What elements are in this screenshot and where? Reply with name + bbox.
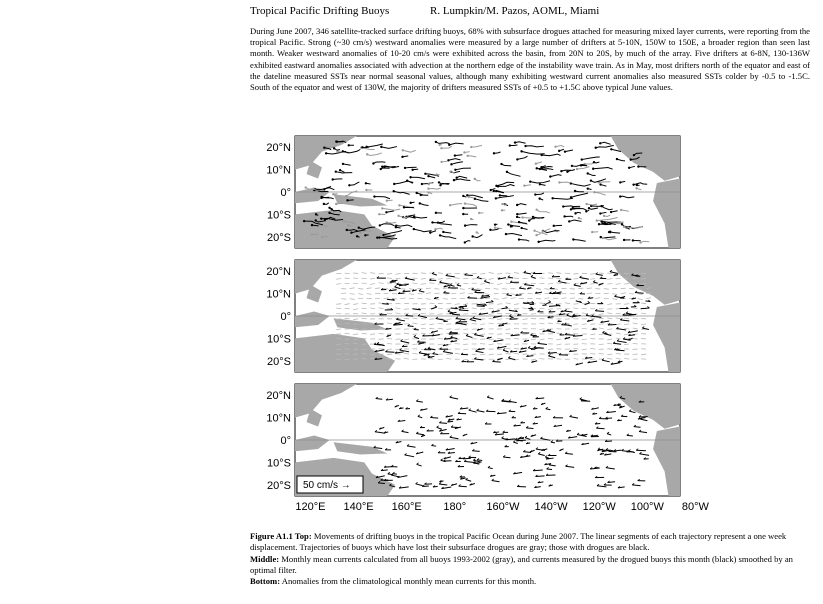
lat-label: 20°N [266,390,291,403]
lon-label: 80°W [681,501,709,513]
lon-label: 140°E [343,501,374,513]
lat-label: 20°N [266,266,291,279]
caption-middle-label: Middle: [250,553,280,564]
lon-label: 180° [443,501,467,513]
lon-label: 120°W [582,501,616,513]
lat-label: 0° [280,435,291,447]
caption-top-label: Figure A1.1 Top: [250,531,312,541]
lat-label: 10°N [266,412,291,425]
caption-bottom [250,576,805,587]
lat-label: 20°S [267,355,291,368]
map-top-trajectories [266,136,680,248]
intro-paragraph: During June 2007, 346 satellite-tracked surface drifting buoys, 68% with subsurface drogues attached for measuring mixed layer currents, were reporting from the tropical Pacific. Strong (~30 cm/s) westward anomalies were measured by a large number of drifters at 5-10N, 150W to 150E, a broader region than seen last month. Weaker westward anomalies of 10-20 cm/s were exhibited across the basin, from 20N to 20S, by much of the array. Five drifters at 6-8N, 130-136W exhibited eastward anomalies associated with advection at the northern edge of the instability wave train. As in May, most drifters north of the equator and east of the dateline measured SSTs near normal seasonal values, although many exhibiting westward current anomalies also measured SSTs colder by -0.5 to -1.5C. South of the equator and west of 130W, the majority of drifters measured SSTs of +0.5 to +1.5C above typical June values. [250,26,810,93]
lat-label: 20°S [267,479,291,492]
lat-label: 20°S [267,231,291,244]
lon-label: 140°W [534,501,568,513]
caption-middle [250,554,805,577]
lon-label: 160°W [486,501,520,513]
lat-label: 10°N [266,288,291,301]
author-line: R. Lumpkin/M. Pazos, AOML, Miami [430,5,600,17]
lat-label: 10°N [266,164,291,177]
lat-label: 0° [280,311,291,323]
caption-middle-text: Monthly mean currents calculated from all buoys 1993-2002 (gray), and currents measured by the drogued buoys this month (black) smoothed by an optimal filter. [250,553,793,575]
figure-caption [250,531,805,587]
lat-label: 20°N [266,142,291,155]
lat-label: 10°S [267,333,291,346]
page-header [250,5,600,17]
lat-label: 10°S [267,209,291,222]
lon-axis [295,501,709,513]
lon-label: 120°E [295,501,326,513]
caption-bottom-text: Anomalies from the climatological monthly mean currents for this month. [280,576,537,587]
scale-box [297,476,363,493]
figure-maps [245,128,715,513]
lon-label: 160°E [391,501,422,513]
lat-label: 10°S [267,457,291,470]
caption-top [250,531,805,554]
lat-label: 0° [280,187,291,199]
caption-top-text: Movements of drifting buoys in the tropical Pacific Ocean during June 2007. The linear segments of each trajectory represent a one week displacement. Trajectories of buoys which have lost their subsurface drogues are gray; those with drogues are black. [250,531,787,553]
page-title: Tropical Pacific Drifting Buoys [250,5,390,17]
lon-label: 100°W [630,501,664,513]
map-middle-mean-currents [266,260,680,372]
maps-svg [245,128,715,513]
scale-label: 50 cm/s → [303,480,351,491]
caption-bottom-label: Bottom: [250,576,281,587]
